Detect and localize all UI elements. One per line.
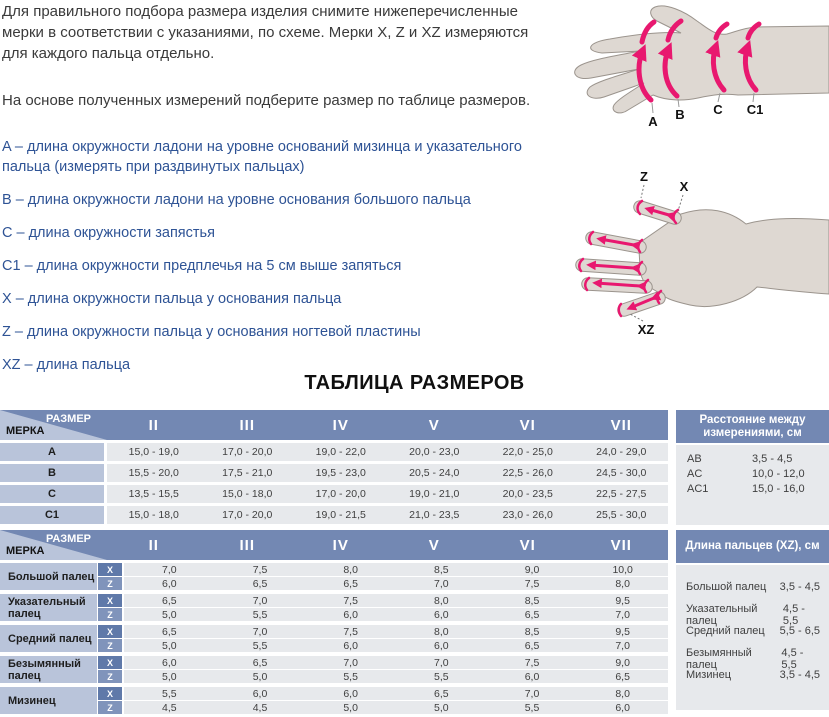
panel-row [676, 603, 829, 625]
panel-row [676, 481, 829, 496]
value-cell: 6,0 [434, 608, 449, 621]
panel-row-value: 3,5 - 4,5 [752, 452, 793, 465]
value-cell: 6,5 [343, 577, 358, 590]
value-cell: 17,0 - 20,0 [315, 488, 366, 500]
value-cell: 24,0 - 29,0 [596, 446, 647, 458]
z-badge: Z [98, 701, 122, 714]
value-cell: 6,0 [615, 701, 630, 714]
corner-merka-label: МЕРКА [6, 425, 45, 437]
table1-corner-cell [0, 410, 107, 440]
size-table-circumferences [0, 410, 668, 524]
x-badge: X [98, 656, 122, 669]
label-xz: XZ [637, 322, 655, 337]
row-label: A [0, 443, 104, 461]
distance-panel-body [676, 445, 829, 525]
value-cell: 7,0 [252, 594, 268, 607]
value-cell: 4,5 [252, 701, 268, 714]
distance-panel-title: Расстояние между измерениями, см [676, 410, 829, 443]
value-cell: 7,5 [524, 577, 540, 590]
x-badge: X [98, 594, 122, 607]
value-cell: 9,5 [615, 625, 630, 638]
value-cell: 7,0 [615, 608, 630, 621]
hand-silhouette [575, 6, 829, 113]
panel-row-value: 4,5 - 5,5 [781, 647, 804, 671]
value-cell: 19,5 - 23,0 [315, 467, 366, 479]
value-cell: 6,0 [162, 656, 177, 669]
value-cell: 24,5 - 30,0 [596, 467, 647, 479]
value-cell: 9,0 [524, 563, 540, 576]
panel-row-value: 10,0 - 12,0 [752, 467, 805, 480]
value-cell: 9,0 [615, 656, 630, 669]
value-cell: 22,5 - 26,0 [502, 467, 553, 479]
table1-header [0, 410, 668, 440]
value-cell: 20,5 - 24,0 [409, 467, 460, 479]
hand-circumference-diagram [560, 0, 829, 130]
row-values [107, 464, 668, 482]
row-label: B [0, 464, 104, 482]
corner-size-label: РАЗМЕР [45, 413, 91, 425]
value-cell: 6,0 [343, 608, 358, 621]
hand-fingers-diagram [560, 128, 829, 348]
value-cell: 5,5 [524, 701, 540, 714]
value-cell: 5,0 [434, 701, 449, 714]
value-cell: 5,0 [343, 701, 358, 714]
finger-label: Средний палец [0, 625, 97, 652]
panel-row-label: Большой палец [686, 581, 767, 593]
value-cell: 17,0 - 20,0 [222, 509, 273, 521]
value-cell: 7,5 [343, 594, 358, 607]
finger-label: Мизинец [0, 687, 97, 714]
x-row [98, 656, 668, 669]
finger-group-index [0, 594, 668, 621]
panel-row-label: AC1 [687, 482, 709, 495]
value-cell: 6,5 [162, 594, 177, 607]
value-cell: 5,5 [343, 670, 358, 683]
finger-group-pinky [0, 687, 668, 714]
value-cell: 20,0 - 23,0 [409, 446, 460, 458]
value-cell: 15,5 - 20,0 [128, 467, 179, 479]
value-cell: 6,0 [162, 577, 177, 590]
panel-row-label: AB [687, 452, 702, 465]
table2-corner-cell [0, 530, 107, 560]
panel-row-label: Указательный палец [686, 603, 758, 627]
label-z: Z [640, 169, 648, 184]
finger-label: Безымянный палец [0, 656, 97, 683]
label-a: A [648, 114, 658, 129]
panel-row-value: 3,5 - 4,5 [779, 669, 820, 681]
value-cell: 6,5 [615, 670, 630, 683]
value-cell: 8,5 [524, 625, 540, 638]
size-col: VI [519, 416, 536, 434]
table-row [0, 485, 668, 503]
value-cell: 19,0 - 21,5 [315, 509, 366, 521]
value-cell: 23,0 - 26,0 [502, 509, 553, 521]
table-row [0, 464, 668, 482]
size-col: VI [519, 536, 536, 554]
table-row [0, 443, 668, 461]
table2-size-columns [107, 530, 668, 560]
panel-row [676, 647, 829, 669]
finger-group-middle [0, 625, 668, 652]
label-b: B [675, 107, 685, 122]
size-col: VII [610, 536, 632, 554]
value-cell: 15,0 - 18,0 [128, 509, 179, 521]
panel-row [676, 466, 829, 481]
panel-row [676, 581, 829, 603]
panel-row-value: 15,0 - 16,0 [752, 482, 805, 495]
value-cell: 5,5 [252, 639, 268, 652]
value-cell: 15,0 - 18,0 [222, 488, 273, 500]
panel-row-label: Мизинец [686, 669, 731, 681]
panel-row-value: 4,5 - 5,5 [782, 603, 805, 627]
value-cell: 7,0 [434, 656, 449, 669]
value-cell: 6,5 [252, 656, 268, 669]
palm-silhouette [639, 210, 829, 307]
value-cell: 7,0 [434, 577, 449, 590]
measurement-item-z: Z – длина окружности пальца у основания ногтевой пластины [2, 324, 421, 340]
intro-paragraph-2: На основе полученных измерений подберите размер по таблице размеров. [2, 92, 531, 109]
value-cell: 7,5 [343, 625, 358, 638]
value-cell: 8,0 [343, 563, 358, 576]
finger-group-ring [0, 656, 668, 683]
measurement-item-a: A – длина окружности ладони на уровне оснований мизинца и указательного пальца (измерять при раздвинутых пальцах) [2, 139, 522, 175]
value-cell: 5,5 [162, 687, 177, 700]
finger-length-panel-body [676, 565, 829, 710]
value-cell: 5,5 [252, 608, 268, 621]
x-row [98, 594, 668, 607]
size-col: II [148, 536, 159, 554]
z-badge: Z [98, 639, 122, 652]
size-col: II [148, 416, 159, 434]
size-col: V [428, 536, 440, 554]
value-cell: 5,5 [434, 670, 449, 683]
size-col: III [239, 416, 255, 434]
intro-paragraph-1: Для правильного подбора размера изделия снимите нижеперечисленные мерки в соответствии с указаниями, по схеме. Мерки X, Z и XZ измеряются для каждого пальца отдельно. [2, 3, 529, 62]
value-cell: 6,5 [524, 608, 540, 621]
corner-merka-label: МЕРКА [6, 545, 45, 557]
z-row [98, 577, 668, 590]
panel-row-label: Средний палец [686, 625, 765, 637]
panel-row [676, 451, 829, 466]
value-cell: 6,0 [434, 639, 449, 652]
value-cell: 7,0 [615, 639, 630, 652]
value-cell: 8,5 [524, 594, 540, 607]
distance-panel [676, 410, 829, 525]
measurement-item-c: C – длина окружности запястья [2, 225, 215, 241]
value-cell: 8,0 [615, 687, 630, 700]
table2-header [0, 530, 668, 560]
value-cell: 7,5 [252, 563, 268, 576]
value-cell: 22,0 - 25,0 [502, 446, 553, 458]
value-cell: 4,5 [162, 701, 177, 714]
value-cell: 5,0 [252, 670, 268, 683]
value-cell: 6,5 [252, 577, 268, 590]
row-values [107, 443, 668, 461]
x-row [98, 625, 668, 638]
value-cell: 6,0 [343, 687, 358, 700]
z-badge: Z [98, 577, 122, 590]
value-cell: 6,0 [343, 639, 358, 652]
table-row [0, 506, 668, 524]
label-c1: C1 [746, 102, 764, 117]
size-col: IV [332, 536, 349, 554]
measurement-item-c1: C1 – длина окружности предплечья на 5 см выше запяться [2, 258, 402, 274]
value-cell: 19,0 - 21,0 [409, 488, 460, 500]
row-values [107, 506, 668, 524]
panel-row [676, 625, 829, 647]
z-row [98, 701, 668, 714]
size-col: V [428, 416, 440, 434]
value-cell: 8,0 [434, 594, 449, 607]
x-badge: X [98, 687, 122, 700]
value-cell: 10,0 [612, 563, 633, 576]
label-x: X [679, 179, 689, 194]
value-cell: 7,0 [252, 625, 268, 638]
panel-row-value: 5,5 - 6,5 [779, 625, 820, 637]
value-cell: 21,0 - 23,5 [409, 509, 460, 521]
value-cell: 7,5 [524, 656, 540, 669]
row-label: C [0, 485, 104, 503]
x-row [98, 687, 668, 700]
value-cell: 6,5 [434, 687, 449, 700]
panel-row-value: 3,5 - 4,5 [779, 581, 820, 593]
value-cell: 7,0 [162, 563, 177, 576]
panel-row [676, 669, 829, 691]
value-cell: 15,0 - 19,0 [128, 446, 179, 458]
z-row [98, 670, 668, 683]
label-c: C [713, 102, 723, 117]
size-col: IV [332, 416, 349, 434]
row-label: C1 [0, 506, 104, 524]
size-table-title: ТАБЛИЦА РАЗМЕРОВ [304, 372, 525, 394]
value-cell: 7,0 [343, 656, 358, 669]
value-cell: 8,0 [615, 577, 630, 590]
value-cell: 5,0 [162, 670, 177, 683]
value-cell: 8,0 [434, 625, 449, 638]
corner-size-label: РАЗМЕР [45, 533, 91, 545]
finger-length-panel [676, 530, 829, 710]
finger-length-panel-title: Длина пальцев (XZ), см [676, 530, 829, 563]
z-badge: Z [98, 670, 122, 683]
size-col: VII [610, 416, 632, 434]
value-cell: 22,5 - 27,5 [596, 488, 647, 500]
measurement-list [2, 137, 558, 375]
table1-size-columns [107, 410, 668, 440]
value-cell: 6,5 [162, 625, 177, 638]
size-col: III [239, 536, 255, 554]
x-row [98, 563, 668, 576]
value-cell: 5,0 [162, 639, 177, 652]
value-cell: 19,0 - 22,0 [315, 446, 366, 458]
value-cell: 17,0 - 20,0 [222, 446, 273, 458]
value-cell: 9,5 [615, 594, 630, 607]
z-badge: Z [98, 608, 122, 621]
panel-row-label: AC [687, 467, 703, 480]
value-cell: 6,5 [524, 639, 540, 652]
finger-group-thumb [0, 563, 668, 590]
value-cell: 5,0 [162, 608, 177, 621]
value-cell: 6,0 [524, 670, 540, 683]
value-cell: 25,5 - 30,0 [596, 509, 647, 521]
panel-row-label: Безымянный палец [686, 647, 752, 671]
value-cell: 8,5 [434, 563, 449, 576]
value-cell: 6,0 [252, 687, 268, 700]
measurement-item-x: X – длина окружности пальца у основания пальца [2, 291, 342, 307]
value-cell: 17,5 - 21,0 [222, 467, 273, 479]
x-badge: X [98, 625, 122, 638]
finger-label: Указательный палец [0, 594, 97, 621]
intro-section [2, 1, 558, 388]
value-cell: 7,0 [524, 687, 540, 700]
measurement-item-b: B – длина окружности ладони на уровне основания большого пальца [2, 192, 471, 208]
x-badge: X [98, 563, 122, 576]
z-row [98, 608, 668, 621]
measurement-item-xz: XZ – длина пальца [2, 357, 131, 373]
row-values [107, 485, 668, 503]
z-row [98, 639, 668, 652]
value-cell: 20,0 - 23,5 [502, 488, 553, 500]
finger-label: Большой палец [0, 563, 97, 590]
size-table-fingers [0, 530, 668, 714]
value-cell: 13,5 - 15,5 [128, 488, 179, 500]
